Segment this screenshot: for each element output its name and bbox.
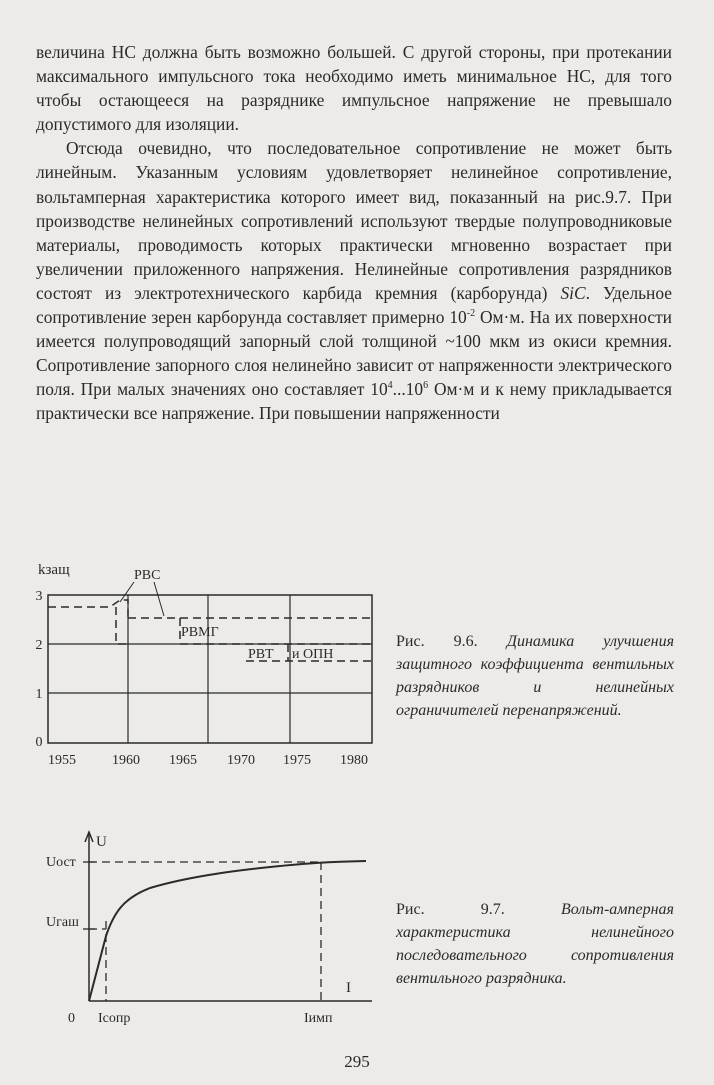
annotation-rvmg: РВМГ [181, 625, 219, 640]
axes [85, 832, 372, 1001]
y-tick-labels [36, 589, 43, 750]
caption-label: Рис. 9.7. [396, 901, 505, 918]
x-tick-1955: 1955 [48, 753, 76, 768]
x-tick-1960: 1960 [112, 753, 140, 768]
y-tick-1: 1 [35, 687, 43, 702]
paragraph-2-part-a: Отсюда очевидно, что последовательное сопротивление не может быть линейным. Указанным условиям удовлетворяет нелинейное сопротивление, вольтамперная характеристика которого имеет вид, показанный на рис.9.7. При производстве нелинейных сопротивлений используют твердые полупроводниковые материалы, проводимость которых практически мгновенно возрастает при увеличении приложенного напряжения. Нелинейные сопротивления разрядников состоят из электротехнического карбида кремния (карборунда) [36, 138, 672, 303]
y-axis-label: U [96, 834, 107, 850]
figure-9-7-chart [40, 826, 390, 1026]
figure-9-6-chart [30, 560, 380, 780]
x-axis-label: I [346, 980, 351, 996]
label-i-sopr: Iсопр [98, 1011, 131, 1026]
paragraph-2-part-g: ...10 [392, 379, 424, 400]
exponent-6: 6 [423, 380, 429, 392]
y-tick-2: 2 [35, 638, 43, 653]
origin-label: 0 [68, 1011, 75, 1026]
vac-curve [89, 861, 366, 1001]
paragraph-2-part-c: . Удельное сопротивление зерен карборунда составляет примерно 10 [36, 282, 672, 328]
paragraph-2-part-e: Ом·м. На их поверхности имеется полупроводящий запорный слой толщиной ~100 мкм из окиси кремния. Сопротивление запорного слоя нелинейно зависит от напряженности электрического поля. При малых значениях оно составляет 10 [36, 307, 672, 400]
label-u-gash: Uгаш [46, 915, 79, 930]
formula-sic: SiC [560, 282, 586, 303]
caption-text: Вольт-амперная характеристика нелинейного последовательного сопротивления вентильного разрядника. [396, 901, 674, 987]
label-i-imp: Iимп [304, 1011, 333, 1026]
x-tick-labels [48, 753, 368, 768]
series-rvs-drop [116, 607, 128, 644]
guide-lines [89, 862, 322, 1001]
x-tick-1965: 1965 [169, 753, 197, 768]
label-u-ost: Uост [46, 855, 76, 870]
page-number: 295 [344, 1052, 370, 1071]
y-tick-3: 3 [35, 589, 43, 604]
annotation-pointers [120, 582, 164, 616]
body-text [36, 40, 672, 426]
x-tick-1970: 1970 [227, 753, 255, 768]
plot-frame [48, 595, 372, 743]
exponent-4: 4 [387, 380, 393, 392]
caption-text: Динамика улучшения защитного коэффициента вентильных разрядников и нелинейных ограничителей перенапряжений. [396, 633, 675, 719]
y-tick-0: 0 [35, 735, 43, 750]
y-axis-label: kзащ [38, 562, 70, 578]
annotation-opn: и ОПН [292, 647, 334, 662]
caption-label: Рис. 9.6. [396, 633, 478, 650]
figure-9-7-caption [396, 898, 674, 990]
paragraph-1: величина НС должна быть возможно большей. С другой стороны, при протекании максимального импульсного тока необходимо иметь минимальное НС, для того чтобы остающееся на разряднике импульсное напряжение не превышало допустимого для изоляции. [36, 42, 672, 135]
annotation-rvs: РВС [134, 568, 161, 583]
annotation-rvt: РВТ [248, 647, 274, 662]
paragraph-2 [36, 136, 672, 425]
paragraph-2-part-i: Ом·м и к нему прикладывается практически все напряжение. При повышении напряженности [36, 379, 672, 424]
x-tick-1980: 1980 [340, 753, 368, 768]
grid-lines [48, 595, 372, 743]
exponent-minus-2: -2 [466, 308, 476, 320]
figure-9-6-caption [396, 630, 674, 722]
x-tick-1975: 1975 [283, 753, 311, 768]
